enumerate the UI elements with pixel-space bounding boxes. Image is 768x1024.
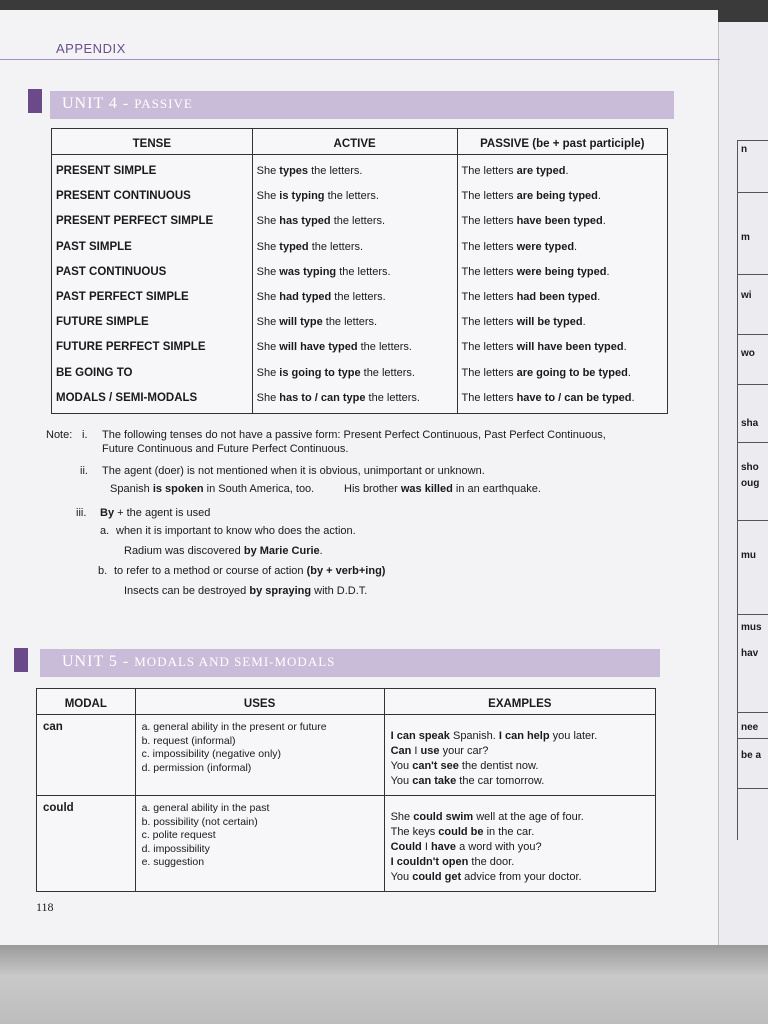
- note-i-text: The following tenses do not have a passive form: Present Perfect Continuous, Past Perfect Continuous,: [102, 429, 606, 441]
- active-cell: She will have typed the letters.: [256, 341, 412, 354]
- note-label: Note:: [46, 429, 73, 441]
- unit4-title: UNIT 4 - PASSIVE: [62, 95, 193, 112]
- example-line: Could I have a word with you?: [390, 841, 542, 853]
- modal-row: [37, 715, 656, 796]
- note-a-num: a.: [100, 525, 110, 537]
- use-item: a. general ability in the past: [141, 802, 270, 814]
- unit5-marker: [14, 648, 28, 672]
- passive-cell: The letters have to / can be typed.: [461, 391, 635, 404]
- adjacent-table-rule: [737, 192, 768, 193]
- adjacent-page-fragment: wi: [741, 290, 752, 301]
- adjacent-page-fragment: mus: [741, 622, 762, 633]
- note-ii-num: ii.: [80, 465, 88, 477]
- active-cell: She has to / can type the letters.: [256, 391, 420, 404]
- example-line: I can speak Spanish. I can help you later.: [390, 730, 598, 742]
- adjacent-page-fragment: sha: [741, 418, 759, 429]
- active-cell: She is going to type the letters.: [256, 366, 415, 379]
- header-rule: [0, 59, 720, 60]
- passive-cell: The letters had been typed.: [461, 290, 601, 303]
- active-cell: She was typing the letters.: [256, 265, 391, 278]
- adjacent-page-fragment: hav: [741, 648, 759, 659]
- header-examples: EXAMPLES: [384, 689, 655, 715]
- example-line: The keys could be in the car.: [390, 826, 535, 838]
- passive-cell: The letters were being typed.: [461, 265, 610, 278]
- adjacent-page-fragment: wo: [741, 348, 755, 359]
- modal-row: [37, 796, 656, 892]
- adjacent-page-fragment: be a: [741, 750, 762, 761]
- passive-cell: The letters are typed.: [461, 165, 569, 177]
- tense-cell: FUTURE SIMPLE: [56, 316, 149, 329]
- note-iii-num: iii.: [76, 507, 87, 519]
- modal-cell: can: [37, 715, 136, 796]
- section-label: APPENDIX: [56, 41, 126, 56]
- passive-column: [457, 155, 667, 414]
- note-i-num: i.: [82, 429, 88, 441]
- adjacent-table-rule: [737, 738, 768, 739]
- passive-cell: The letters will have been typed.: [461, 341, 627, 354]
- unit4-marker: [28, 89, 42, 113]
- tense-column: [52, 155, 253, 414]
- adjacent-page-fragment: n: [741, 144, 748, 155]
- active-column: [252, 155, 457, 414]
- active-cell: She has typed the letters.: [256, 215, 386, 228]
- example-line: Can I use your car?: [390, 745, 489, 757]
- examples-cell: [384, 796, 655, 892]
- use-item: a. general ability in the present or future: [141, 721, 327, 733]
- example-line: She could swim well at the age of four.: [390, 811, 584, 823]
- example-line: You could get advice from your doctor.: [390, 871, 582, 883]
- active-cell: She typed the letters.: [256, 240, 364, 253]
- tense-cell: FUTURE PERFECT SIMPLE: [56, 341, 206, 354]
- passive-cell: The letters are going to be typed.: [461, 366, 631, 379]
- note-a-example: Radium was discovered by Marie Curie.: [124, 545, 323, 557]
- adjacent-table-rule: [737, 788, 768, 789]
- unit4-banner: [50, 91, 674, 119]
- adjacent-page-fragment: sho: [741, 462, 759, 473]
- modal-cell: could: [37, 796, 136, 892]
- use-item: e. suggestion: [141, 856, 205, 868]
- adjacent-table-rule: [737, 334, 768, 335]
- header-modal: MODAL: [37, 689, 136, 715]
- tense-cell: PRESENT CONTINUOUS: [56, 190, 191, 203]
- tense-cell: PRESENT SIMPLE: [56, 165, 157, 177]
- page-number: 118: [36, 900, 54, 914]
- unit5-banner: [40, 649, 660, 677]
- passive-cell: The letters were typed.: [461, 240, 578, 253]
- tense-cell: BE GOING TO: [56, 366, 133, 379]
- note-a-text: when it is important to know who does the action.: [116, 525, 356, 537]
- adjacent-page-fragment: nee: [741, 722, 759, 733]
- adjacent-table-rule: [737, 442, 768, 443]
- note-b-text: to refer to a method or course of action (by + verb+ing): [114, 565, 386, 577]
- tense-cell: MODALS / SEMI-MODALS: [56, 391, 198, 404]
- active-cell: She will type the letters.: [256, 316, 378, 329]
- adjacent-table-rule: [737, 384, 768, 385]
- note-ii-example-1: Spanish is spoken in South America, too.: [110, 483, 315, 495]
- use-item: b. request (informal): [141, 734, 236, 747]
- header-uses: USES: [135, 689, 384, 715]
- adjacent-page: [718, 22, 768, 962]
- tense-cell: PAST CONTINUOUS: [56, 265, 167, 278]
- use-item: d. permission (informal): [141, 761, 252, 774]
- tense-cell: PRESENT PERFECT SIMPLE: [56, 215, 214, 228]
- example-line: I couldn't open the door.: [390, 856, 515, 868]
- adjacent-page-fragment: m: [741, 232, 750, 243]
- passive-cell: The letters will be typed.: [461, 316, 586, 329]
- note-b-example: Insects can be destroyed by spraying with D.D.T.: [124, 585, 368, 597]
- example-line: You can't see the dentist now.: [390, 760, 539, 772]
- adjacent-table-rule: [737, 520, 768, 521]
- scan-bottom-edge: [0, 945, 768, 1024]
- adjacent-table-rule: [737, 140, 768, 141]
- use-item: d. impossibility: [141, 842, 210, 855]
- adjacent-table-rule: [737, 614, 768, 615]
- note-ii-example-2: His brother was killed in an earthquake.: [344, 483, 541, 495]
- uses-cell: [135, 715, 384, 796]
- adjacent-table-rule: [737, 274, 768, 275]
- passive-cell: The letters are being typed.: [461, 190, 601, 203]
- passive-cell: The letters have been typed.: [461, 215, 606, 228]
- passive-table: [51, 128, 668, 414]
- active-cell: She is typing the letters.: [256, 190, 379, 203]
- use-item: c. polite request: [141, 829, 216, 841]
- tense-cell: PAST PERFECT SIMPLE: [56, 290, 189, 303]
- adjacent-page-fragment: oug: [741, 478, 760, 489]
- note-ii-text: The agent (doer) is not mentioned when it is obvious, unimportant or unknown.: [102, 465, 485, 477]
- unit5-title: UNIT 5 - MODALS AND SEMI-MODALS: [62, 653, 336, 670]
- header-tense: TENSE: [52, 129, 253, 155]
- use-item: c. impossibility (negative only): [141, 748, 282, 760]
- example-line: You can take the car tomorrow.: [390, 775, 545, 787]
- use-item: b. possibility (not certain): [141, 815, 258, 828]
- modals-table: [36, 688, 656, 892]
- note-b-num: b.: [98, 565, 108, 577]
- header-passive: PASSIVE (be + past participle): [457, 129, 667, 155]
- examples-cell: [384, 715, 655, 796]
- active-cell: She had typed the letters.: [256, 290, 386, 303]
- adjacent-page-fragment: mu: [741, 550, 756, 561]
- active-cell: She types the letters.: [256, 165, 363, 177]
- adjacent-table-border: [737, 140, 738, 840]
- header-active: ACTIVE: [252, 129, 457, 155]
- tense-cell: PAST SIMPLE: [56, 240, 132, 253]
- note-i-text2: Future Continuous and Future Perfect Continuous.: [102, 443, 349, 455]
- uses-cell: [135, 796, 384, 892]
- adjacent-table-rule: [737, 712, 768, 713]
- note-iii-text: By + the agent is used: [100, 507, 211, 519]
